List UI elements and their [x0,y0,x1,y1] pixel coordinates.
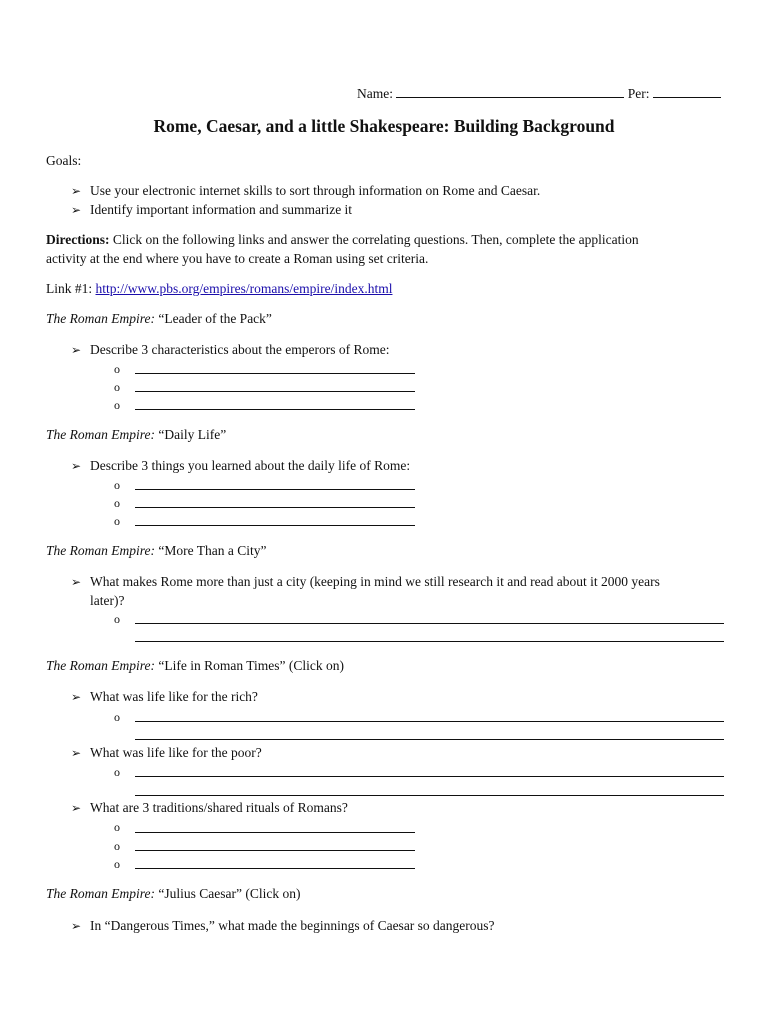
answer-line[interactable] [135,795,724,796]
answer-line[interactable] [135,489,415,490]
sub-bullet: o [114,362,120,376]
directions-label: Directions: [46,232,110,247]
answer-line[interactable] [135,623,724,624]
goal-item: ➢ Use your electronic internet skills to sort through information on Rome and Caesar. [90,182,540,200]
answer-line[interactable] [135,641,724,642]
name-label: Name: [357,86,393,101]
directions-text: Click on the following links and answer the correlating questions. Then, complete the application [112,232,639,247]
sub-bullet: o [114,820,120,834]
section-prefix: The Roman Empire: [46,658,155,673]
question-emperors: ➢ Describe 3 characteristics about the emperors of Rome: [90,341,390,359]
directions-line-1 [46,231,639,249]
section-heading [46,542,266,560]
section-prefix: The Roman Empire: [46,543,155,558]
question-more-than-city-cont: later)? [90,593,125,608]
sub-bullet: o [114,380,120,394]
question-daily-life: ➢ Describe 3 things you learned about the daily life of Rome: [90,457,410,475]
per-label: Per: [627,86,650,101]
sub-bullet: o [114,612,120,626]
link-label: Link #1: [46,281,93,296]
goal-item: ➢ Identify important information and summarize it [90,201,352,219]
answer-line[interactable] [135,409,415,410]
sub-bullet: o [114,839,120,853]
answer-line[interactable] [135,391,415,392]
question-poor: ➢ What was life like for the poor? [90,744,262,762]
answer-line[interactable] [135,373,415,374]
sub-bullet: o [114,765,120,779]
question-dangerous-times: ➢ In “Dangerous Times,” what made the beginnings of Caesar so dangerous? [90,917,495,935]
section-suffix: (Click on) [288,658,344,673]
period-field[interactable] [653,85,721,98]
sub-bullet: o [114,478,120,492]
section-prefix: The Roman Empire: [46,427,155,442]
goals-label: Goals: [46,153,82,168]
sub-bullet: o [114,514,120,528]
answer-line[interactable] [135,525,415,526]
answer-line[interactable] [135,868,415,869]
pbs-empire-link[interactable]: http://www.pbs.org/empires/romans/empire/index.html [95,281,393,296]
section-heading [46,885,300,903]
sub-bullet: o [114,496,120,510]
answer-line[interactable] [135,850,415,851]
answer-line[interactable] [135,739,724,740]
answer-line[interactable] [135,776,724,777]
link-row [46,280,392,298]
section-heading [46,310,272,328]
question-rich: ➢ What was life like for the rich? [90,688,258,706]
section-topic: “Julius Caesar” [158,886,242,901]
answer-line[interactable] [135,507,415,508]
question-more-than-city: ➢ What makes Rome more than just a city (keeping in mind we still research it and read about it 2000 years [90,573,660,591]
page-title: Rome, Caesar, and a little Shakespeare: Building Background [153,116,615,136]
sub-bullet: o [114,710,120,724]
answer-line[interactable] [135,721,724,722]
section-topic: “Daily Life” [158,427,227,442]
section-heading [46,657,344,675]
section-topic: “More Than a City” [158,543,267,558]
section-prefix: The Roman Empire: [46,311,155,326]
answer-line[interactable] [135,832,415,833]
section-suffix: (Click on) [245,886,301,901]
directions-line-2: activity at the end where you have to create a Roman using set criteria. [46,251,429,266]
sub-bullet: o [114,398,120,412]
name-row [357,85,721,103]
name-field[interactable] [396,85,624,98]
sub-bullet: o [114,857,120,871]
section-prefix: The Roman Empire: [46,886,155,901]
section-topic: “Leader of the Pack” [158,311,272,326]
section-topic: “Life in Roman Times” [158,658,286,673]
section-heading [46,426,226,444]
question-traditions: ➢ What are 3 traditions/shared rituals of Romans? [90,799,348,817]
